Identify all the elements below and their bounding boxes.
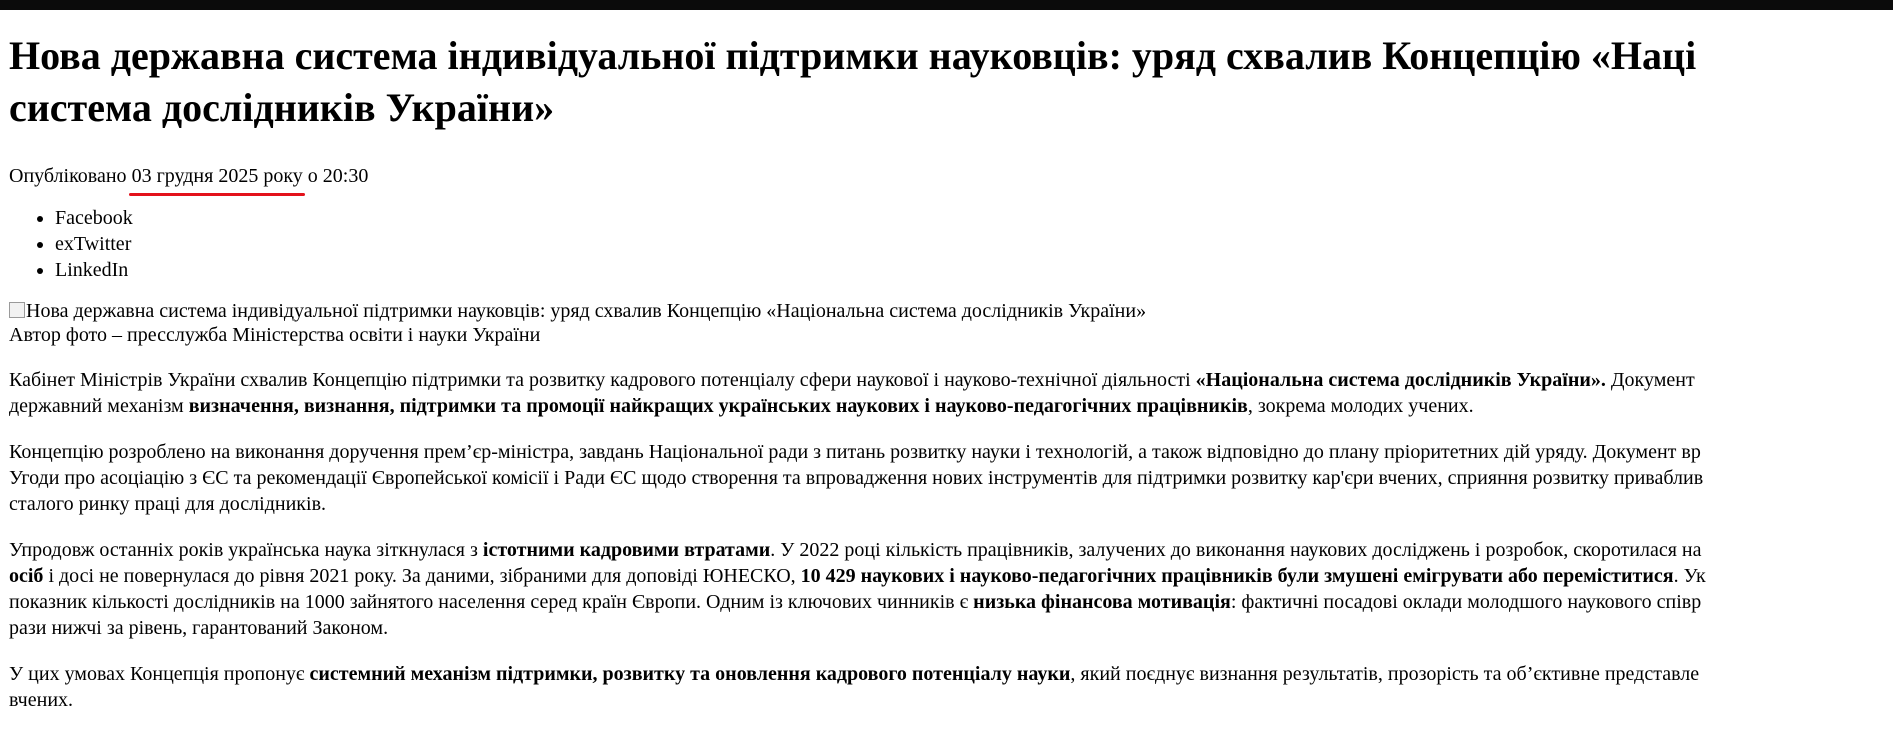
article-image <box>9 299 1146 323</box>
p4-line: вчених. <box>9 689 74 711</box>
article <box>9 30 1893 713</box>
paragraph-4 <box>9 661 1893 713</box>
p4-text: У цих умовах Концепція пропонує <box>9 663 310 685</box>
p2-line: Угоди про асоціацію з ЄС та рекомендації Європейської комісії і Ради ЄС щодо створення та впровадження нових інструментів для підтримки розвитку кар'єри вчених, сприяння розвитку приваблив <box>9 467 1704 489</box>
article-title <box>9 30 1893 134</box>
p3-text: Упродовж останніх років українська наука зіткнулася з <box>9 539 483 561</box>
published-info <box>9 164 1893 188</box>
broken-image-icon <box>9 302 25 318</box>
p1-text: державний механізм <box>9 395 189 417</box>
p4-text: , який поєднує визнання результатів, прозорість та об’єктивне представле <box>1070 663 1700 685</box>
title-line-1: Нова державна система індивідуальної підтримки науковців: уряд схвалив Концепцію «Наці <box>9 33 1697 78</box>
share-linkedin-link[interactable]: • LinkedIn <box>55 257 1893 283</box>
share-facebook-link[interactable]: • Facebook <box>55 205 1893 231</box>
p3-bold: осіб <box>9 565 44 587</box>
p2-line: сталого ринку праці для дослідників. <box>9 493 327 515</box>
paragraph-3 <box>9 537 1893 641</box>
p1-bold: визначення, визнання, підтримки та промоції найкращих українських наукових і науково-педагогічних працівників <box>188 395 1248 417</box>
published-time: о 20:30 <box>302 165 369 187</box>
p3-text: . Ук <box>1673 565 1706 587</box>
p3-text: : фактичні посадові оклади молодшого наукового співр <box>1230 591 1702 613</box>
paragraph-1 <box>9 367 1893 419</box>
p2-line: Концепцію розроблено на виконання доручення прем’єр-міністра, завдань Національної ради з питань розвитку науки і технологій, а також відповідно до плану пріоритетних дій уряду. Документ вр <box>9 441 1701 463</box>
p3-text: . У 2022 році кількість працівників, залучених до виконання наукових досліджень і розробок, скоротилася на <box>770 539 1702 561</box>
published-prefix: Опубліковано <box>9 165 132 187</box>
published-date: 03 грудня 2025 року <box>131 165 303 187</box>
p1-text: , зокрема молодих учених. <box>1247 395 1474 417</box>
article-figure <box>9 299 1893 347</box>
p1-text: Кабінет Міністрів України схвалив Концепцію підтримки та розвитку кадрового потенціалу сфери наукової і науково-технічної діяльності <box>9 369 1196 391</box>
p4-bold: системний механізм підтримки, розвитку та оновлення кадрового потенціалу науки <box>309 663 1071 685</box>
p3-text: показник кількості дослідників на 1000 зайнятого населення серед країн Європи. Одним із ключових чинників є <box>9 591 974 613</box>
photo-credit: Автор фото – пресслужба Міністерства освіти і науки України <box>9 324 541 346</box>
p1-text: Документ <box>1605 369 1695 391</box>
top-bar <box>0 0 1893 10</box>
share-links-list <box>9 205 1893 283</box>
p3-bold: істотними кадровими втратами <box>482 539 771 561</box>
paragraph-2 <box>9 439 1893 517</box>
p3-bold: 10 429 наукових і науково-педагогічних працівників були змушені емігрувати або переміститися <box>800 565 1674 587</box>
share-twitter-link[interactable]: • exTwitter <box>55 231 1893 257</box>
title-line-2: система дослідників України» <box>9 85 555 130</box>
p1-bold: «Національна система дослідників України». <box>1195 369 1606 391</box>
p3-text: і досі не повернулася до рівня 2021 року. За даними, зібраними для доповіді ЮНЕСКО, <box>43 565 801 587</box>
p3-line: рази нижчі за рівень, гарантований Законом. <box>9 617 389 639</box>
image-alt-text: Нова державна система індивідуальної підтримки науковців: уряд схвалив Концепцію «Національна система дослідників України» <box>26 300 1147 322</box>
p3-bold: низька фінансова мотивація <box>973 591 1231 613</box>
